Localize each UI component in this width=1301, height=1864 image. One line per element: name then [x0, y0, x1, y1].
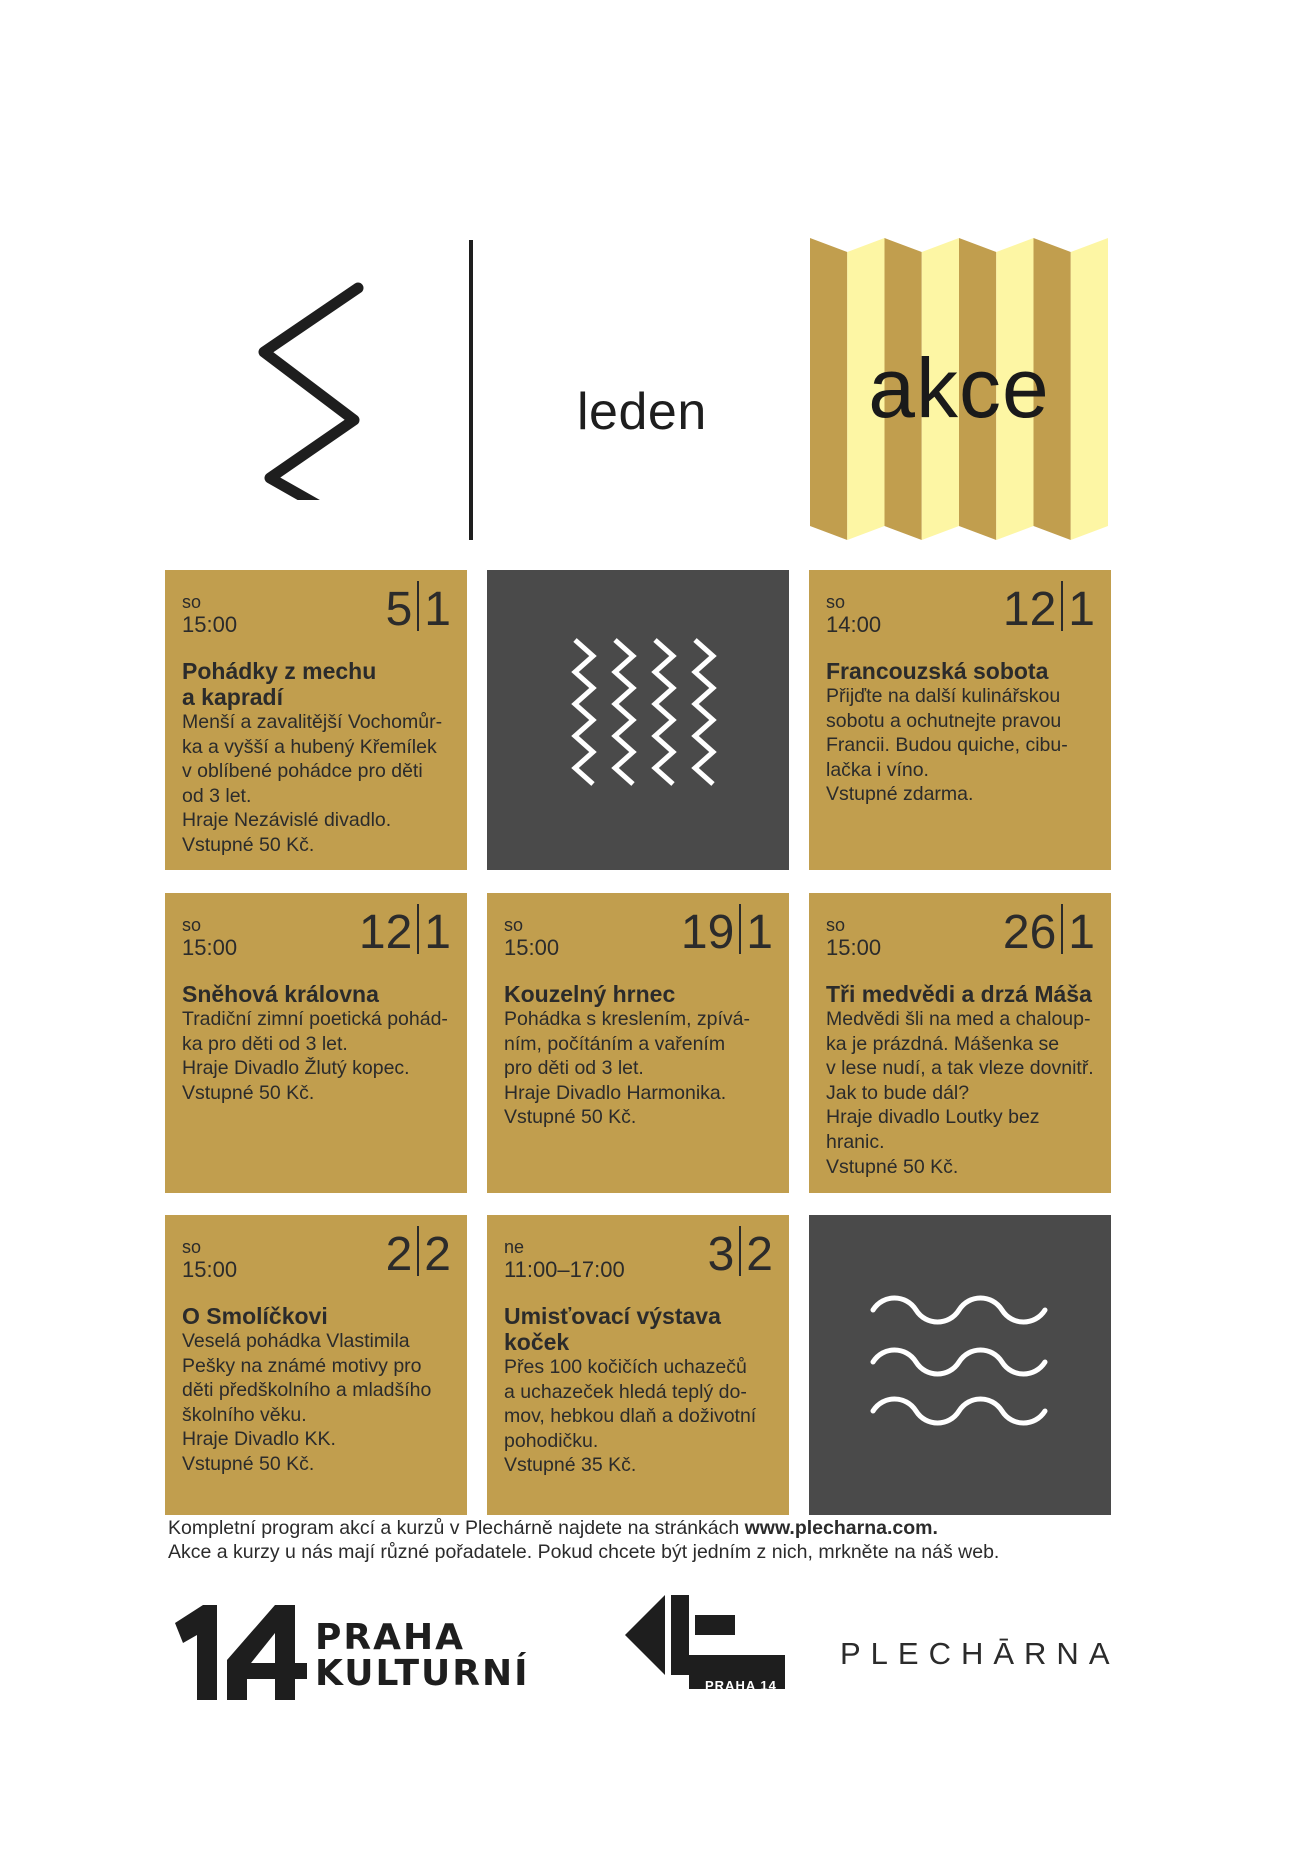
decor-tile-waves: [809, 1215, 1111, 1515]
event-description: Tradiční zimní poetická pohád- ka pro děti od 3 let. Hraje Divadlo Žlutý kopec. Vstupné 50 Kč.: [182, 1008, 448, 1104]
event-card: [487, 1215, 789, 1515]
event-description: Přes 100 kočičích uchazečů a uchazeček hledá teplý do- mov, hebkou dlaň a doživotní pohodičku. Vstupné 35 Kč.: [504, 1356, 757, 1477]
decor-tile-zigzag: [487, 570, 789, 870]
event-card: [809, 893, 1111, 1193]
event-card: [165, 570, 467, 870]
footer-note: Kompletní program akcí a kurzů v Plechárně najdete na stránkách www.plecharna.com. Akce a kurzy u nás mají různé pořadatele. Pokud chcete být jedním z nich, mrkněte na náš web.: [168, 1517, 1000, 1563]
plecharna-logo: PLECHĀRNA: [840, 1636, 1120, 1671]
event-time: 15:00: [182, 612, 238, 637]
wave-line: [873, 1298, 1045, 1322]
event-date: 12 1: [358, 906, 451, 959]
event-description: Veselá pohádka Vlastimila Pešky na známé motivy pro děti předškolního a mladšího školního věku. Hraje Divadlo KK. Vstupné 50 Kč.: [182, 1330, 432, 1475]
event-title: Umisťovací výstava koček: [504, 1303, 721, 1355]
header-divider: [469, 240, 473, 540]
zigzag-line: [615, 640, 633, 784]
wave-line: [873, 1350, 1045, 1374]
event-card: [165, 1215, 467, 1515]
wave-line: [873, 1399, 1045, 1423]
event-date: 19 1: [680, 906, 773, 959]
praha14-logo-text: PRAHA 14: [705, 1678, 777, 1693]
event-time: 15:00: [182, 935, 238, 960]
event-title: O Smolíčkovi: [182, 1303, 328, 1329]
event-card: [165, 893, 467, 1193]
event-day: so: [182, 1237, 202, 1257]
event-description: Menší a zavalitější Vochomůr- ka a vyšší a hubený Křemílek v oblíbené pohádce pro děti od 3 let. Hraje Nezávislé divadlo. Vstupné 50 Kč.: [182, 711, 443, 856]
event-time: 11:00–17:00: [504, 1257, 625, 1282]
zigzag-line: [655, 640, 673, 784]
zigzag-lines-icon: [487, 570, 789, 870]
event-card: [809, 570, 1111, 870]
event-day: so: [504, 915, 524, 935]
event-title: Pohádky z mechu a kapradí: [182, 658, 377, 710]
event-date: 26 1: [1002, 906, 1095, 959]
page-title: akce: [868, 341, 1050, 435]
event-day: so: [826, 592, 846, 612]
lightning-logo-icon: [250, 280, 380, 500]
event-time: 14:00: [826, 612, 882, 637]
website-link[interactable]: www.plecharna.com.: [744, 1517, 938, 1539]
event-time: 15:00: [182, 1257, 238, 1282]
event-title: Kouzelný hrnec: [504, 981, 676, 1007]
event-title: Tři medvědi a drzá Máša: [826, 981, 1092, 1007]
event-date: 2 2: [385, 1228, 451, 1281]
event-card: [487, 893, 789, 1193]
wave-lines-icon: [809, 1215, 1111, 1515]
event-date: 3 2: [707, 1228, 773, 1281]
month-label: leden: [577, 383, 707, 441]
event-time: 15:00: [826, 935, 882, 960]
event-description: Medvědi šli na med a chaloup- ka je prázdná. Mášenka se v lese nudí, a tak vleze dovnitř. Jak to bude dál? Hraje divadlo Loutky bez hranic. Vstupné 50 Kč.: [826, 1008, 1094, 1178]
event-description: Pohádka s kreslením, zpívá- ním, počítáním a vařením pro děti od 3 let. Hraje Divadlo Harmonika. Vstupné 50 Kč.: [504, 1008, 751, 1129]
event-time: 15:00: [504, 935, 560, 960]
event-day: so: [826, 915, 846, 935]
zigzag-line: [575, 640, 593, 784]
zigzag-line: [695, 640, 713, 784]
event-description: Přijďte na další kulinářskou sobotu a ochutnejte pravou Francii. Budou quiche, cibu- lačka i víno. Vstupné zdarma.: [826, 685, 1068, 806]
praha-kulturni-wordmark: PRAHA KULTURNÍ: [315, 1617, 530, 1694]
event-day: so: [182, 592, 202, 612]
event-day: ne: [504, 1237, 525, 1257]
event-title: Sněhová královna: [182, 981, 379, 1007]
event-date: 5 1: [385, 583, 451, 636]
event-title: Francouzská sobota: [826, 658, 1049, 684]
event-day: so: [182, 915, 202, 935]
event-date: 12 1: [1002, 583, 1095, 636]
